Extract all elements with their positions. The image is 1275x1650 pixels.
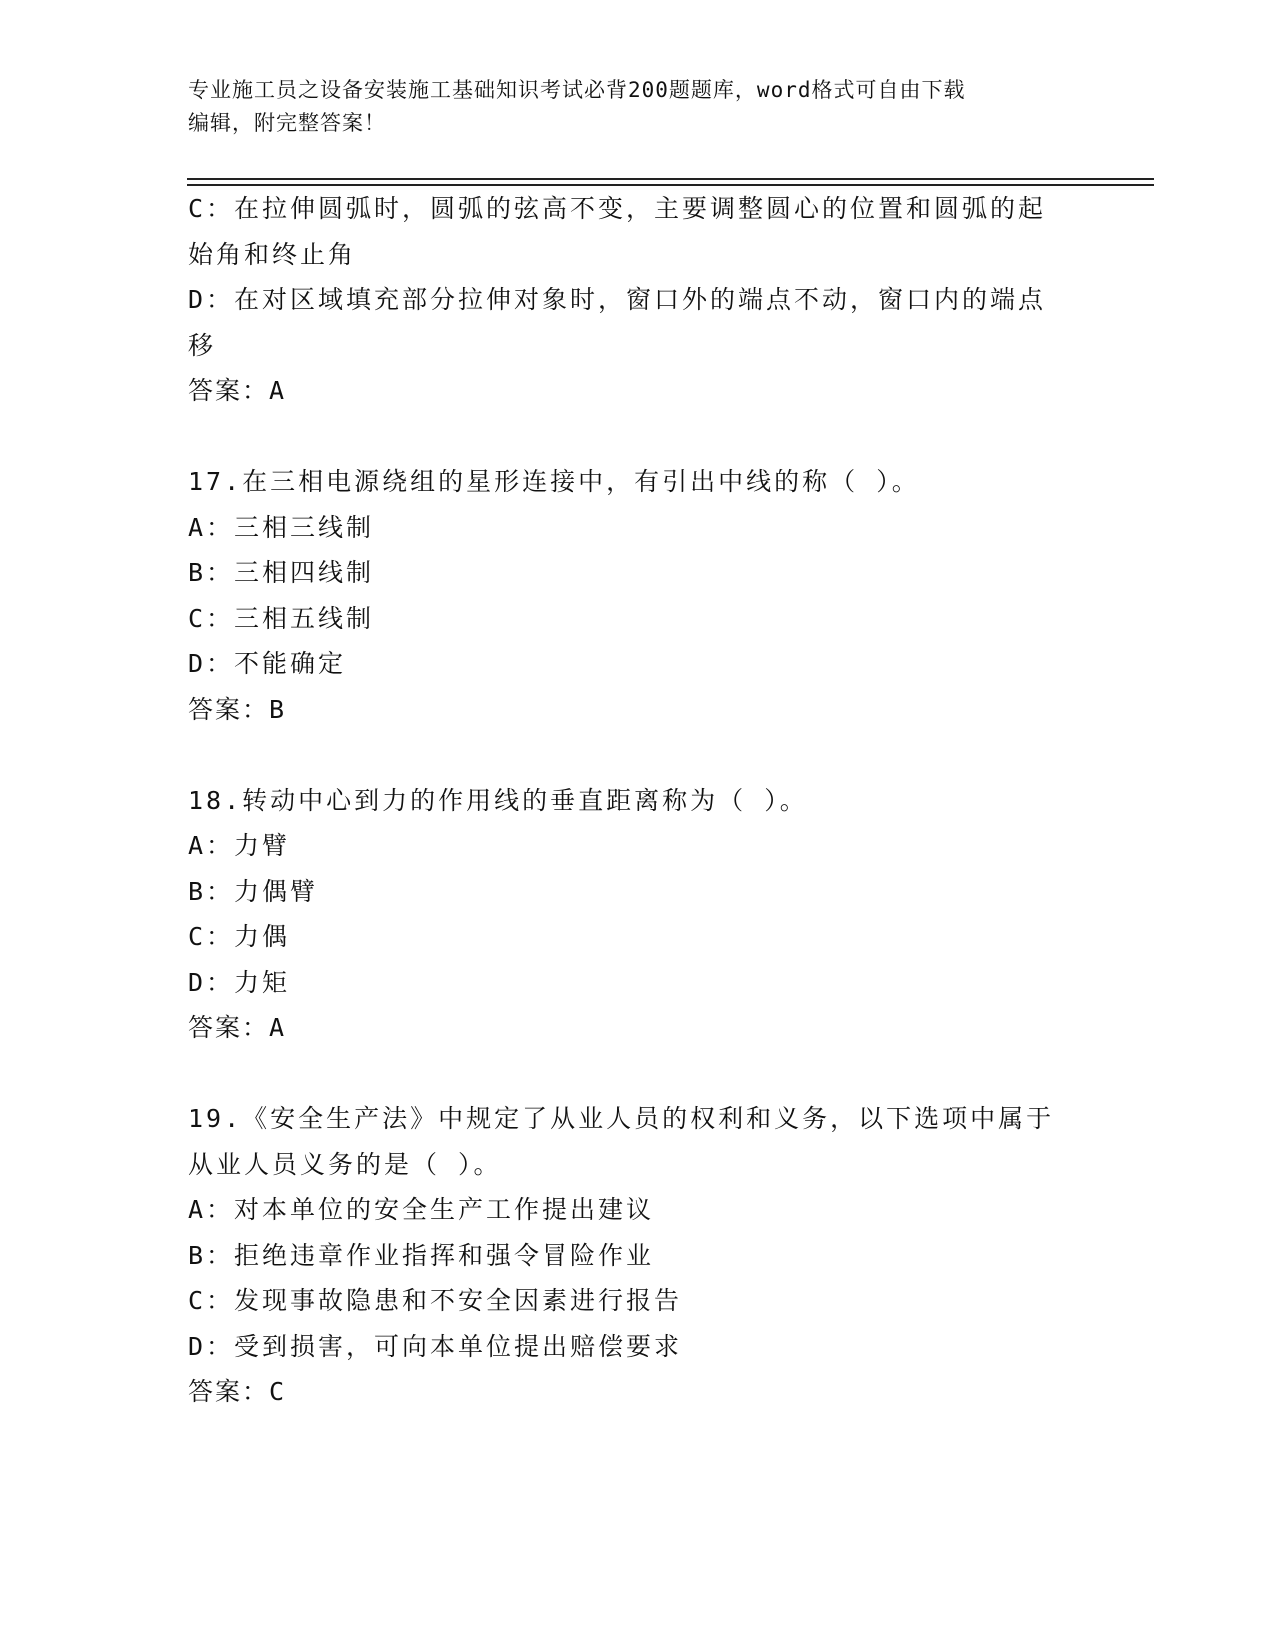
question-19 (188, 1096, 1088, 1415)
question-stem-line-1: 19.《安全生产法》中规定了从业人员的权利和义务，以下选项中属于 (188, 1104, 1055, 1133)
document-header (188, 74, 1068, 140)
header-title-line-1: 专业施工员之设备安装施工基础知识考试必背200题题库，word格式可自由下载 (188, 78, 966, 102)
option-d-line-2: 移 (188, 330, 217, 360)
question-stem-line-2: 从业人员义务的是（ ）。 (188, 1149, 502, 1179)
option-c: C：三相五线制 (188, 603, 375, 633)
question-18 (188, 778, 1088, 1051)
option-d: D：力矩 (188, 967, 291, 997)
answer-line: 答案：A (188, 376, 287, 405)
question-stem: 18.转动中心到力的作用线的垂直距离称为（ ）。 (188, 785, 808, 815)
question-17 (188, 459, 1088, 732)
spacer (188, 1051, 1088, 1097)
option-a: A：力臂 (188, 831, 291, 860)
option-c: C：发现事故隐患和不安全因素进行报告 (188, 1286, 683, 1315)
option-d-line-1: D：在对区域填充部分拉伸对象时，窗口外的端点不动，窗口内的端点 (188, 285, 1047, 314)
spacer (188, 414, 1088, 460)
option-a: A：对本单位的安全生产工作提出建议 (188, 1195, 655, 1224)
option-d: D：不能确定 (188, 649, 347, 678)
option-b: B：力偶臂 (188, 876, 319, 906)
answer-line: 答案：B (188, 694, 287, 724)
document-body (188, 186, 1088, 1415)
header-title-line-2: 编辑，附完整答案！ (188, 111, 386, 135)
question-16-continuation (188, 186, 1088, 414)
option-d: D：受到损害，可向本单位提出赔偿要求 (188, 1331, 683, 1361)
option-c-line-1: C：在拉伸圆弧时，圆弧的弦高不变，主要调整圆心的位置和圆弧的起 (188, 194, 1047, 223)
spacer (188, 732, 1088, 778)
option-c: C：力偶 (188, 922, 291, 951)
option-b: B：三相四线制 (188, 558, 375, 587)
option-b: B：拒绝违章作业指挥和强令冒险作业 (188, 1240, 655, 1270)
answer-line: 答案：A (188, 1013, 287, 1042)
option-c-line-2: 始角和终止角 (188, 239, 357, 269)
header-divider-top (187, 178, 1154, 180)
option-a: A：三相三线制 (188, 512, 375, 542)
answer-line: 答案：C (188, 1377, 287, 1406)
question-stem: 17.在三相电源绕组的星形连接中，有引出中线的称（ ）。 (188, 467, 920, 496)
